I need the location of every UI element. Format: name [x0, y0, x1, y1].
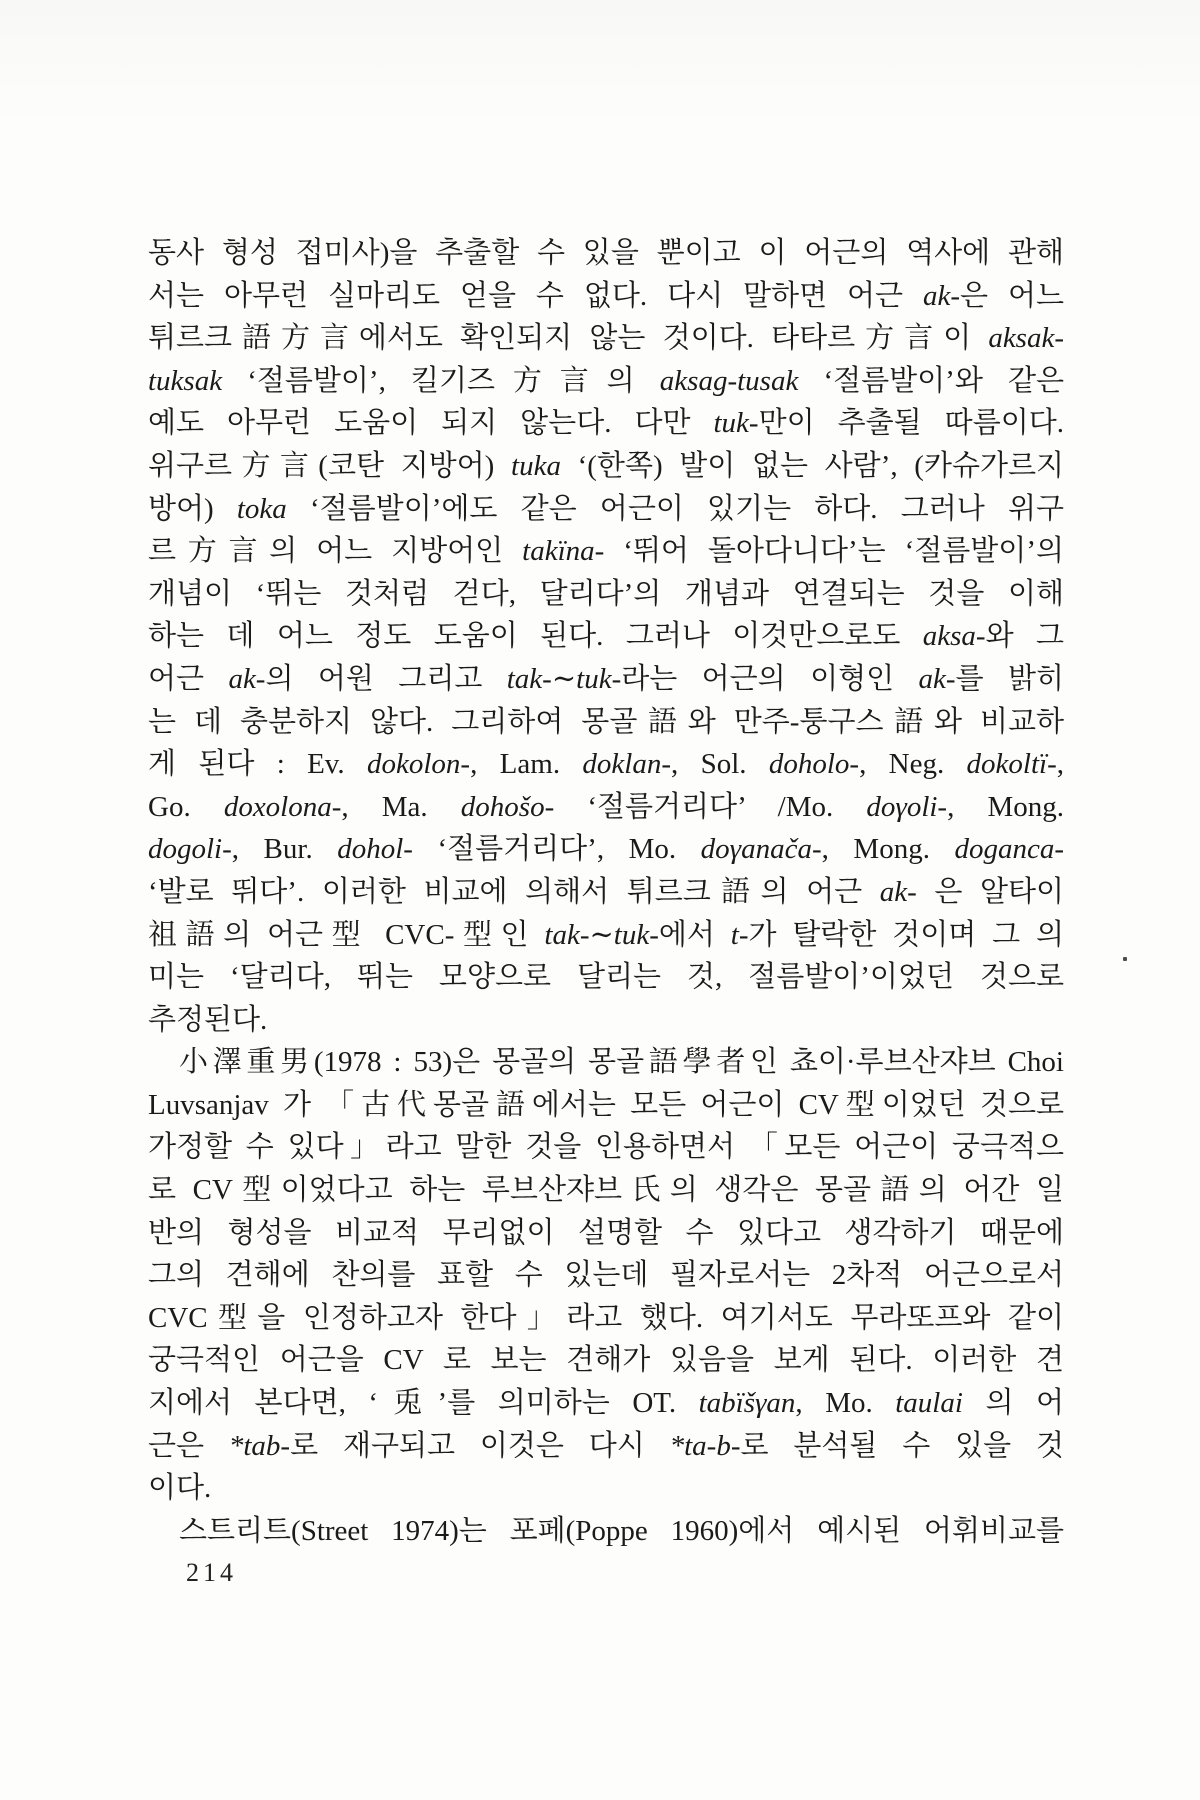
- text-run: 은 알타이: [916, 875, 1064, 908]
- text-run: 이다.: [148, 1472, 212, 1505]
- romanized-form: toka: [236, 492, 287, 525]
- romanized-form: doxolona-: [223, 790, 342, 823]
- text-run: 하는 데 어느 정도 도움이 된다. 그러나 이것만으로도: [148, 620, 923, 653]
- text-run: Luvsanjav 가 「古代몽골語에서는 모든 어근이 CV型이었던 것으로: [148, 1088, 1064, 1121]
- text-line: [148, 317, 1064, 360]
- text-line: [148, 530, 1064, 573]
- text-run: 위구르方言(코탄 지방어): [148, 449, 512, 482]
- text-run: ‘뛰어 돌아다니다’는 ‘절름발이’의: [604, 535, 1064, 568]
- text-run: , Neg.: [859, 748, 967, 781]
- text-run: ‘절름발이’에도 같은 어근이 있기는 하다. 그러나 위구: [286, 492, 1064, 525]
- text-run: ,: [1056, 748, 1064, 781]
- text-run: 근은: [148, 1429, 229, 1462]
- text-run: ‘절름거리다’ /Mo.: [554, 790, 867, 823]
- text-run: , Lam.: [470, 748, 583, 781]
- text-block: [148, 232, 1064, 1552]
- text-run: 지에서 본다면, ‘兎’를 의미하는 OT.: [148, 1387, 699, 1420]
- text-run: 가 탈락한 것이며 그 의: [748, 918, 1064, 951]
- text-run: 와 그: [985, 620, 1064, 653]
- text-run: 방어): [148, 492, 237, 525]
- text-line: [148, 1425, 1064, 1468]
- text-run: 가정할 수 있다」라고 말한 것을 인용하면서 「모든 어근이 궁극적으: [148, 1131, 1064, 1164]
- text-line: [148, 1041, 1064, 1084]
- text-run: 의 어: [962, 1387, 1064, 1420]
- text-line: [148, 402, 1064, 445]
- text-line: [148, 1212, 1064, 1255]
- romanized-form: doganca-: [954, 833, 1064, 866]
- text-run: 르方言의 어느 지방어인: [148, 535, 523, 568]
- text-run: 의 어원 그리고: [265, 662, 507, 695]
- text-run: 예도 아무런 도움이 되지 않는다. 다만: [148, 407, 714, 440]
- text-run: Go.: [148, 790, 224, 823]
- text-run: 는 데 충분하지 않다. 그리하여 몽골語와 만주-퉁구스語와 비교하: [148, 705, 1064, 738]
- romanized-form: ak-: [918, 662, 956, 695]
- text-run: 祖語의 어근型 CVC-型인: [148, 918, 545, 951]
- text-line: [148, 360, 1064, 403]
- romanized-form: ak-: [228, 662, 266, 695]
- text-run: 동사 형성 접미사)을 추출할 수 있을 뿐이고 이 어근의 역사에 관해: [148, 237, 1064, 269]
- romanized-form: *tab-: [228, 1429, 291, 1462]
- scan-speck: [1123, 957, 1127, 961]
- text-line: [148, 1510, 1064, 1553]
- text-run: ‘발로 뛰다’. 이러한 비교에 의해서 튀르크語의 어근: [148, 875, 880, 908]
- text-line: [148, 615, 1064, 658]
- romanized-form: tak-∼tuk-: [544, 918, 659, 951]
- text-run: ‘(한쪽) 발이 없는 사람’, (카슈가르지: [560, 449, 1064, 482]
- romanized-form: ak-: [922, 279, 961, 312]
- text-line: [148, 232, 1064, 275]
- text-run: 궁극적인 어근을 CV 로 보는 견해가 있음을 보게 된다. 이러한 견: [148, 1344, 1064, 1377]
- romanized-form: aksag-tusak: [659, 364, 799, 397]
- romanized-form: dogoli-: [148, 833, 232, 866]
- text-line: [148, 786, 1064, 829]
- text-run: 반의 형성을 비교적 무리없이 설명할 수 있다고 생각하기 때문에: [148, 1216, 1064, 1249]
- romanized-form: t-: [730, 918, 749, 951]
- text-line: [148, 914, 1064, 957]
- text-line: [148, 999, 1064, 1042]
- romanized-form: taulai: [895, 1387, 963, 1420]
- text-run: 로 CV型이었다고 하는 루브산쟈브氏의 생각은 몽골語의 어간 일: [148, 1174, 1064, 1207]
- text-run: 게 된다 : Ev.: [148, 748, 367, 781]
- romanized-form: doγoli-: [866, 790, 948, 823]
- text-line: [148, 1169, 1064, 1212]
- romanized-form: dohošo-: [460, 790, 555, 823]
- text-line: [148, 743, 1064, 786]
- text-line: [148, 1297, 1064, 1340]
- text-line: [148, 488, 1064, 531]
- romanized-form: dohol-: [337, 833, 413, 866]
- romanized-form: *ta-b-: [669, 1429, 741, 1462]
- romanized-form: tak-∼tuk-: [506, 662, 622, 695]
- text-line: [148, 1339, 1064, 1382]
- text-line: [148, 1126, 1064, 1169]
- text-line: [148, 1467, 1064, 1510]
- text-run: 개념이 ‘뛰는 것처럼 걷다, 달리다’의 개념과 연결되는 것을 이해: [148, 577, 1064, 610]
- text-run: CVC型을 인정하고자 한다」라고 했다. 여기서도 무라또프와 같이: [148, 1301, 1064, 1334]
- text-run: 를 밝히: [955, 662, 1064, 695]
- text-line: [148, 956, 1064, 999]
- romanized-form: ak-: [879, 875, 917, 908]
- text-run: 에서: [658, 918, 731, 951]
- text-line: [148, 275, 1064, 318]
- romanized-form: tuk-: [713, 407, 759, 440]
- text-run: 스트리트(Street 1974)는 포페(Poppe 1960)에서 예시된 어휘비교를: [179, 1514, 1064, 1547]
- text-line: [148, 1254, 1064, 1297]
- romanized-form: doγanača-: [700, 833, 822, 866]
- text-run: 어근: [148, 662, 229, 695]
- text-run: , Mong.: [947, 790, 1064, 823]
- text-run: 미는 ‘달리다, 뛰는 모양으로 달리는 것, 절름발이’이었던 것으로: [148, 961, 1064, 994]
- text-line: [148, 658, 1064, 701]
- romanized-form: tuka: [511, 449, 561, 482]
- text-line: [148, 1084, 1064, 1127]
- text-run: , Sol.: [671, 748, 769, 781]
- romanized-form: doholo-: [768, 748, 860, 781]
- text-run: 로 재구되고 이것은 다시: [290, 1429, 670, 1462]
- text-line: [148, 871, 1064, 914]
- text-run: , Mo.: [795, 1387, 896, 1420]
- text-run: 추정된다.: [148, 1003, 268, 1036]
- text-line: [148, 701, 1064, 744]
- text-run: 라는 어근의 이형인: [621, 662, 919, 695]
- text-run: 로 분석될 수 있을 것: [740, 1429, 1064, 1462]
- romanized-form: dokolon-: [367, 748, 471, 781]
- text-line: [148, 828, 1064, 871]
- text-run: , Bur.: [231, 833, 338, 866]
- romanized-form: tabïšγan: [698, 1387, 796, 1420]
- text-run: , Ma.: [341, 790, 461, 823]
- romanized-form: takïna-: [522, 535, 605, 568]
- text-run: 그의 견해에 찬의를 표할 수 있는데 필자로서는 2차적 어근으로서: [148, 1259, 1064, 1292]
- romanized-form: dokoltï-: [966, 748, 1057, 781]
- romanized-form: aksak-: [988, 322, 1064, 355]
- romanized-form: doklan-: [582, 748, 671, 781]
- text-run: 서는 아무런 실마리도 얻을 수 없다. 다시 말하면 어근: [148, 279, 923, 312]
- text-run: 튀르크語方言에서도 확인되지 않는 것이다. 타타르方言이: [148, 322, 989, 355]
- page-number: 214: [186, 1558, 237, 1587]
- text-run: ‘절름발이’, 킬기즈方言의: [222, 364, 660, 397]
- text-line: [148, 573, 1064, 616]
- text-line: [148, 445, 1064, 488]
- text-run: 小澤重男(1978 : 53)은 몽골의 몽골語學者인 쵸이·루브산쟈브 Choi: [179, 1046, 1064, 1079]
- text-run: 만이 추출될 따름이다.: [758, 407, 1064, 440]
- text-run: ‘절름발이’와 같은: [798, 364, 1064, 397]
- text-run: ‘절름거리다’, Mo.: [412, 833, 701, 866]
- text-run: 은 어느: [960, 279, 1064, 312]
- text-run: , Mong.: [821, 833, 955, 866]
- romanized-form: aksa-: [922, 620, 986, 653]
- romanized-form: tuksak: [148, 364, 223, 397]
- text-line: [148, 1382, 1064, 1425]
